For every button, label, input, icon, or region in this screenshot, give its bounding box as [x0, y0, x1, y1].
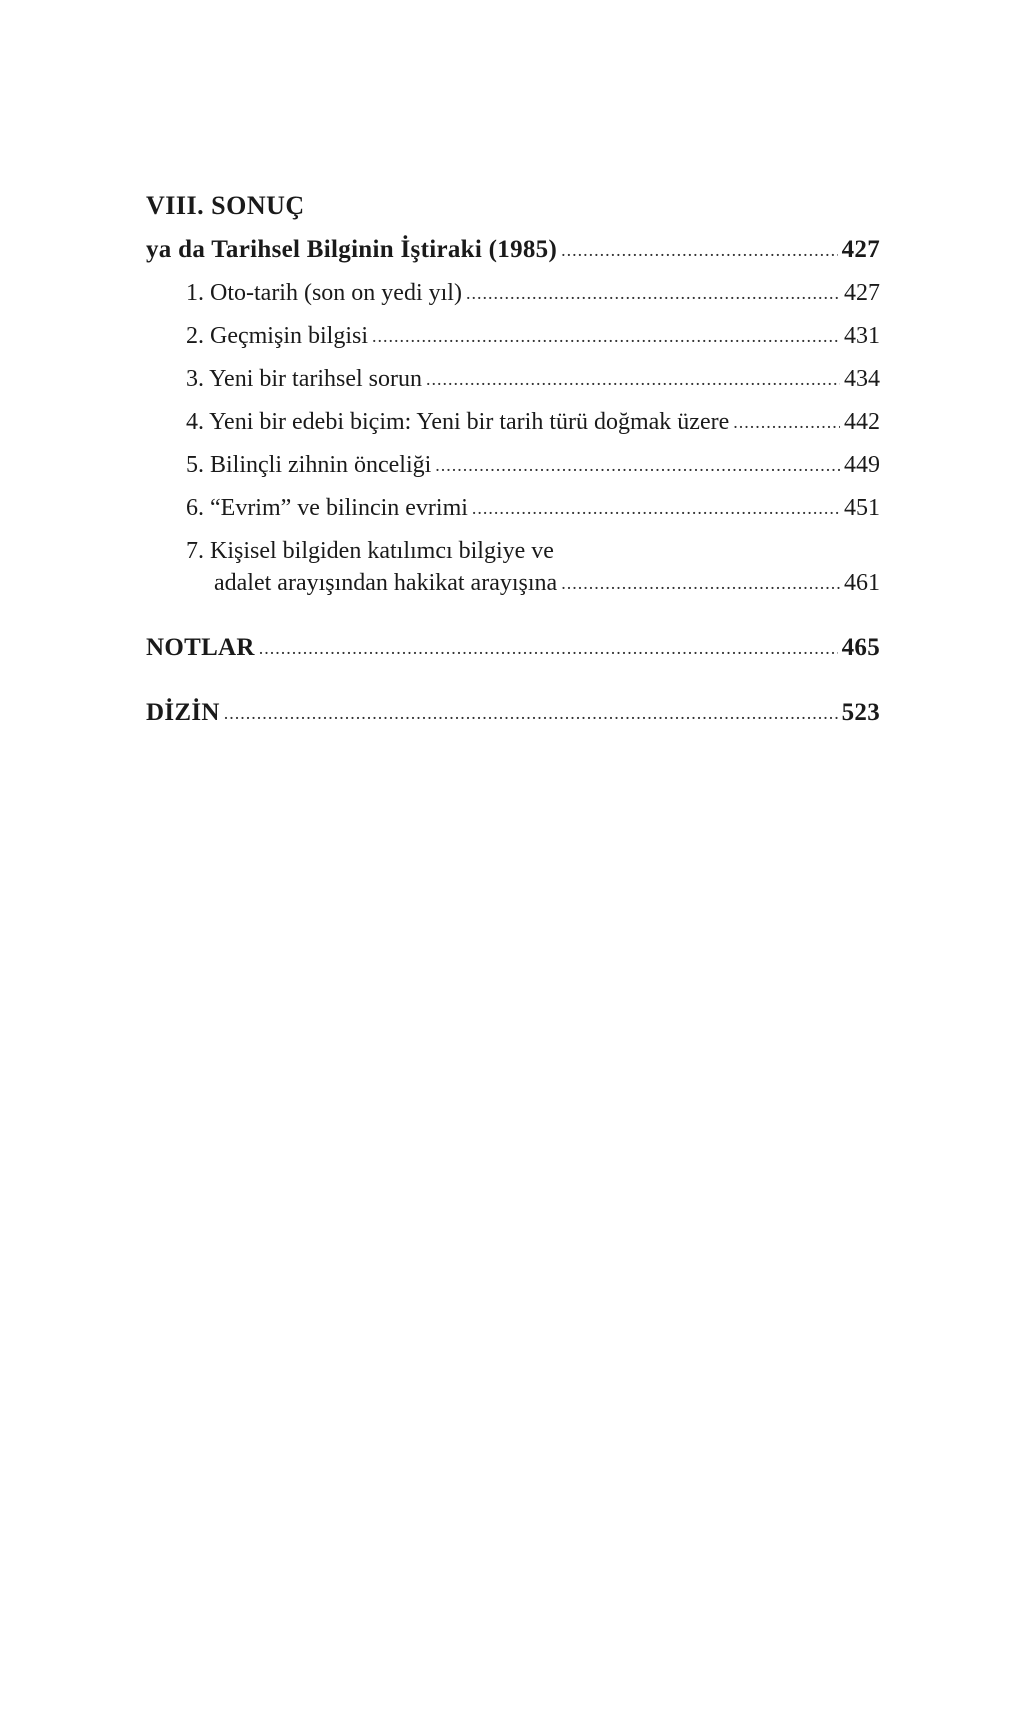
entry-title: 1. Oto-tarih (son on yedi yıl) [186, 280, 462, 306]
toc-entry-notes[interactable] [146, 632, 880, 664]
toc-entry-section-7[interactable] [146, 535, 880, 599]
entry-page-number: 434 [844, 366, 880, 392]
entry-title: 6. “Evrim” ve bilincin evrimi [186, 495, 468, 521]
dot-leader [426, 362, 840, 395]
toc-entry-section-4[interactable] [146, 406, 880, 438]
entry-page-number: 461 [844, 570, 880, 596]
chapter-heading: VIII. SONUÇ [146, 191, 305, 220]
toc-entry-section-1[interactable] [146, 277, 880, 309]
chapter-subtitle-entry[interactable] [146, 234, 880, 266]
entry-page-number: 451 [844, 495, 880, 521]
dot-leader [733, 405, 840, 438]
dot-leader [466, 276, 840, 309]
entry-title: 4. Yeni bir edebi biçim: Yeni bir tarih türü doğmak üzere [186, 409, 730, 435]
spacer [146, 675, 880, 697]
entry-title: 3. Yeni bir tarihsel sorun [186, 366, 422, 392]
dot-leader [472, 491, 840, 524]
spacer [146, 610, 880, 632]
entry-page-number: 442 [844, 409, 880, 435]
entry-title: NOTLAR [146, 634, 255, 661]
toc-entry-section-3[interactable] [146, 363, 880, 395]
toc-entry-index[interactable] [146, 697, 880, 729]
dot-leader [435, 448, 840, 481]
entry-page-number: 449 [844, 452, 880, 478]
toc-entry-section-5[interactable] [146, 449, 880, 481]
toc-entry-section-2[interactable] [146, 320, 880, 352]
entry-title: DİZİN [146, 699, 220, 726]
entry-page-number: 523 [841, 699, 880, 726]
toc-entry-section-6[interactable] [146, 492, 880, 524]
dot-leader [372, 319, 840, 352]
dot-leader [259, 631, 838, 664]
entry-title-line-2: adalet arayışından hakikat arayışına [214, 570, 558, 596]
dot-leader [561, 566, 840, 599]
entry-title-line-2-row [186, 567, 880, 599]
entry-title-line-1: 7. Kişisel bilgiden katılımcı bilgiye ve [186, 538, 554, 564]
entry-title: 2. Geçmişin bilgisi [186, 323, 368, 349]
entry-page-number: 431 [844, 323, 880, 349]
dot-leader [224, 696, 838, 729]
entry-title: 5. Bilinçli zihnin önceliği [186, 452, 432, 478]
entry-title: ya da Tarihsel Bilginin İştiraki (1985) [146, 236, 558, 263]
table-of-contents [146, 190, 880, 740]
entry-page-number: 427 [844, 280, 880, 306]
entry-page-number: 465 [841, 634, 880, 661]
entry-page-number: 427 [841, 236, 880, 263]
dot-leader [561, 233, 838, 266]
